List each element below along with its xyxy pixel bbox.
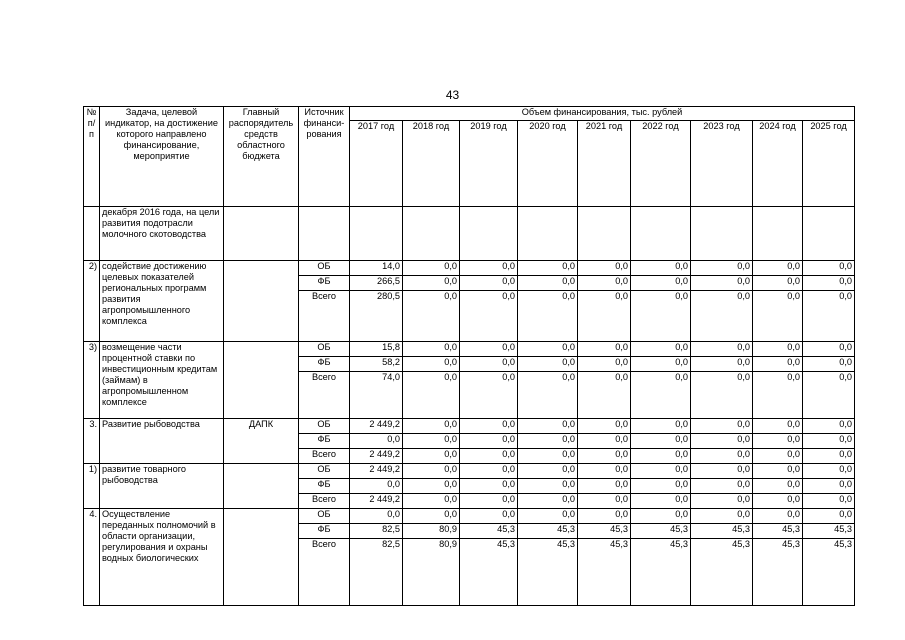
funding-value: 0,0 (518, 464, 578, 479)
funding-value: 0,0 (460, 509, 518, 524)
continuation-row (84, 207, 855, 261)
funding-value: 0,0 (403, 357, 460, 372)
funding-value: 0,0 (803, 419, 855, 434)
funding-value: 0,0 (578, 291, 631, 342)
funding-value: 82,5 (350, 524, 403, 539)
funding-value: 0,0 (350, 434, 403, 449)
funding-value: 82,5 (350, 539, 403, 606)
funding-value: 0,0 (460, 342, 518, 357)
distributor: ДАПК (224, 419, 299, 464)
funding-value: 0,0 (803, 494, 855, 509)
funding-value: 0,0 (631, 464, 691, 479)
funding-value: 0,0 (403, 509, 460, 524)
distributor (224, 261, 299, 342)
funding-value: 0,0 (460, 261, 518, 276)
funding-value: 0,0 (691, 449, 753, 464)
funding-source: Всего (299, 372, 350, 419)
funding-value: 0,0 (753, 419, 803, 434)
funding-value: 45,3 (803, 539, 855, 606)
funding-value: 0,0 (753, 464, 803, 479)
funding-value: 0,0 (578, 342, 631, 357)
funding-value: 2 449,2 (350, 449, 403, 464)
funding-value: 0,0 (753, 342, 803, 357)
funding-value: 0,0 (691, 276, 753, 291)
funding-value: 0,0 (403, 372, 460, 419)
funding-value: 0,0 (803, 434, 855, 449)
funding-source: ФБ (299, 479, 350, 494)
funding-value: 0,0 (803, 372, 855, 419)
funding-value: 0,0 (460, 434, 518, 449)
funding-source: ОБ (299, 261, 350, 276)
continuation-text: декабря 2016 года, на цели развития подотрасли молочного скотоводства (100, 207, 224, 261)
funding-value: 0,0 (631, 479, 691, 494)
funding-value: 0,0 (460, 372, 518, 419)
funding-value: 0,0 (403, 434, 460, 449)
funding-value: 45,3 (753, 524, 803, 539)
funding-value: 45,3 (753, 539, 803, 606)
funding-source: Всего (299, 291, 350, 342)
funding-value: 266,5 (350, 276, 403, 291)
funding-value: 45,3 (631, 524, 691, 539)
header-distributor: Главный распорядитель средств областного бюджета (224, 107, 299, 207)
header-task: Задача, целевой индикатор, на достижение которого направлено финансирование, мероприятие (100, 107, 224, 207)
funding-value: 0,0 (691, 357, 753, 372)
funding-value: 45,3 (578, 524, 631, 539)
funding-source: Всего (299, 494, 350, 509)
funding-value: 2 449,2 (350, 419, 403, 434)
funding-value: 0,0 (403, 342, 460, 357)
funding-value: 0,0 (803, 479, 855, 494)
distributor (224, 464, 299, 509)
task-description: возмещение части процентной ставки по инвестиционным кредитам (займам) в агропромышленном комплексе (100, 342, 224, 419)
funding-value: 0,0 (578, 419, 631, 434)
funding-value: 0,0 (753, 509, 803, 524)
funding-value: 14,0 (350, 261, 403, 276)
distributor (224, 509, 299, 606)
funding-value: 0,0 (578, 276, 631, 291)
funding-value: 45,3 (691, 524, 753, 539)
header-year: 2025 год (803, 121, 855, 207)
funding-value: 0,0 (518, 494, 578, 509)
funding-value: 0,0 (403, 276, 460, 291)
header-year: 2021 год (578, 121, 631, 207)
funding-source: ОБ (299, 342, 350, 357)
funding-value: 0,0 (350, 509, 403, 524)
funding-value: 0,0 (691, 372, 753, 419)
funding-value: 0,0 (578, 464, 631, 479)
header-num: № п/п (84, 107, 100, 207)
funding-value: 45,3 (691, 539, 753, 606)
task-description: Осуществление переданных полномочий в области организации, регулирования и охраны водных биологических (100, 509, 224, 606)
funding-value: 0,0 (578, 449, 631, 464)
funding-value: 45,3 (518, 539, 578, 606)
funding-value: 0,0 (460, 449, 518, 464)
funding-value: 0,0 (518, 291, 578, 342)
funding-value: 45,3 (460, 524, 518, 539)
funding-value: 80,9 (403, 524, 460, 539)
funding-value: 0,0 (518, 261, 578, 276)
funding-value: 0,0 (403, 479, 460, 494)
funding-value: 0,0 (578, 509, 631, 524)
funding-value: 0,0 (691, 419, 753, 434)
task-description: развитие товарного рыбоводства (100, 464, 224, 509)
funding-source: Всего (299, 449, 350, 464)
funding-value: 0,0 (753, 449, 803, 464)
funding-value: 2 449,2 (350, 464, 403, 479)
funding-source: ОБ (299, 509, 350, 524)
funding-value: 0,0 (403, 419, 460, 434)
funding-value: 0,0 (631, 449, 691, 464)
task-description: содействие достижению целевых показателей региональных программ развития агропромышленного комплекса (100, 261, 224, 342)
funding-value: 0,0 (460, 291, 518, 342)
funding-value: 0,0 (460, 357, 518, 372)
funding-value: 45,3 (518, 524, 578, 539)
funding-value: 0,0 (578, 479, 631, 494)
funding-value: 0,0 (518, 419, 578, 434)
funding-value: 0,0 (803, 342, 855, 357)
funding-value: 0,0 (631, 357, 691, 372)
row-number: 3. (84, 419, 100, 464)
funding-value: 45,3 (631, 539, 691, 606)
funding-value: 0,0 (631, 372, 691, 419)
funding-value: 2 449,2 (350, 494, 403, 509)
funding-value: 0,0 (753, 276, 803, 291)
header-year: 2017 год (350, 121, 403, 207)
funding-value: 0,0 (631, 509, 691, 524)
funding-value: 58,2 (350, 357, 403, 372)
funding-value: 0,0 (460, 464, 518, 479)
funding-value: 0,0 (803, 291, 855, 342)
funding-value: 45,3 (460, 539, 518, 606)
funding-value: 0,0 (518, 372, 578, 419)
funding-value: 0,0 (753, 372, 803, 419)
funding-value: 0,0 (578, 434, 631, 449)
header-funding: Объем финансирования, тыс. рублей (350, 107, 855, 121)
header-year: 2023 год (691, 121, 753, 207)
funding-value: 0,0 (403, 261, 460, 276)
funding-value: 0,0 (578, 494, 631, 509)
funding-source: ОБ (299, 464, 350, 479)
distributor (224, 342, 299, 419)
funding-source: ОБ (299, 419, 350, 434)
funding-value: 0,0 (753, 434, 803, 449)
row-number: 2) (84, 261, 100, 342)
funding-value: 0,0 (460, 479, 518, 494)
header-year: 2024 год (753, 121, 803, 207)
funding-value: 0,0 (691, 291, 753, 342)
funding-value: 0,0 (803, 276, 855, 291)
funding-value: 0,0 (350, 479, 403, 494)
funding-value: 0,0 (518, 449, 578, 464)
funding-value: 80,9 (403, 539, 460, 606)
funding-value: 0,0 (631, 342, 691, 357)
header-year: 2020 год (518, 121, 578, 207)
header-year: 2022 год (631, 121, 691, 207)
funding-value: 0,0 (518, 509, 578, 524)
funding-value: 0,0 (403, 464, 460, 479)
funding-value: 0,0 (631, 494, 691, 509)
header-year: 2019 год (460, 121, 518, 207)
header-year: 2018 год (403, 121, 460, 207)
funding-value: 0,0 (803, 357, 855, 372)
funding-value: 0,0 (403, 494, 460, 509)
row-number: 3) (84, 342, 100, 419)
funding-value: 0,0 (460, 419, 518, 434)
funding-source: ФБ (299, 276, 350, 291)
funding-value: 45,3 (803, 524, 855, 539)
funding-source: ФБ (299, 524, 350, 539)
funding-value: 0,0 (691, 479, 753, 494)
funding-value: 0,0 (691, 494, 753, 509)
funding-source: ФБ (299, 357, 350, 372)
funding-value: 0,0 (578, 372, 631, 419)
funding-value: 0,0 (578, 357, 631, 372)
funding-value: 280,5 (350, 291, 403, 342)
funding-value: 0,0 (803, 261, 855, 276)
funding-value: 0,0 (691, 464, 753, 479)
page-number: 43 (445, 88, 460, 102)
table-row (84, 419, 855, 434)
funding-value: 0,0 (631, 291, 691, 342)
funding-value: 0,0 (753, 357, 803, 372)
table-row (84, 509, 855, 524)
funding-value: 0,0 (518, 434, 578, 449)
row-number: 4. (84, 509, 100, 606)
header-source: Источник финанси-рования (299, 107, 350, 207)
funding-value: 0,0 (518, 276, 578, 291)
funding-source: Всего (299, 539, 350, 606)
funding-value: 0,0 (753, 479, 803, 494)
funding-value: 0,0 (691, 434, 753, 449)
funding-value: 0,0 (460, 276, 518, 291)
table-row (84, 342, 855, 357)
funding-value: 0,0 (803, 464, 855, 479)
funding-value: 0,0 (460, 494, 518, 509)
funding-value: 0,0 (803, 509, 855, 524)
funding-value: 15,8 (350, 342, 403, 357)
funding-value: 0,0 (631, 434, 691, 449)
table-row (84, 464, 855, 479)
funding-value: 0,0 (753, 261, 803, 276)
funding-value: 0,0 (691, 509, 753, 524)
funding-value: 0,0 (631, 419, 691, 434)
funding-value: 0,0 (518, 357, 578, 372)
funding-value: 0,0 (578, 261, 631, 276)
financing-table (83, 106, 855, 606)
funding-value: 0,0 (403, 449, 460, 464)
task-description: Развитие рыбоводства (100, 419, 224, 464)
funding-value: 0,0 (691, 261, 753, 276)
funding-value: 0,0 (518, 479, 578, 494)
funding-value: 0,0 (753, 291, 803, 342)
funding-value: 74,0 (350, 372, 403, 419)
table-row (84, 261, 855, 276)
funding-value: 0,0 (631, 261, 691, 276)
funding-value: 0,0 (631, 276, 691, 291)
funding-value: 0,0 (518, 342, 578, 357)
funding-value: 0,0 (403, 291, 460, 342)
row-number: 1) (84, 464, 100, 509)
funding-source: ФБ (299, 434, 350, 449)
funding-value: 0,0 (803, 449, 855, 464)
funding-value: 0,0 (753, 494, 803, 509)
funding-value: 0,0 (691, 342, 753, 357)
funding-value: 45,3 (578, 539, 631, 606)
